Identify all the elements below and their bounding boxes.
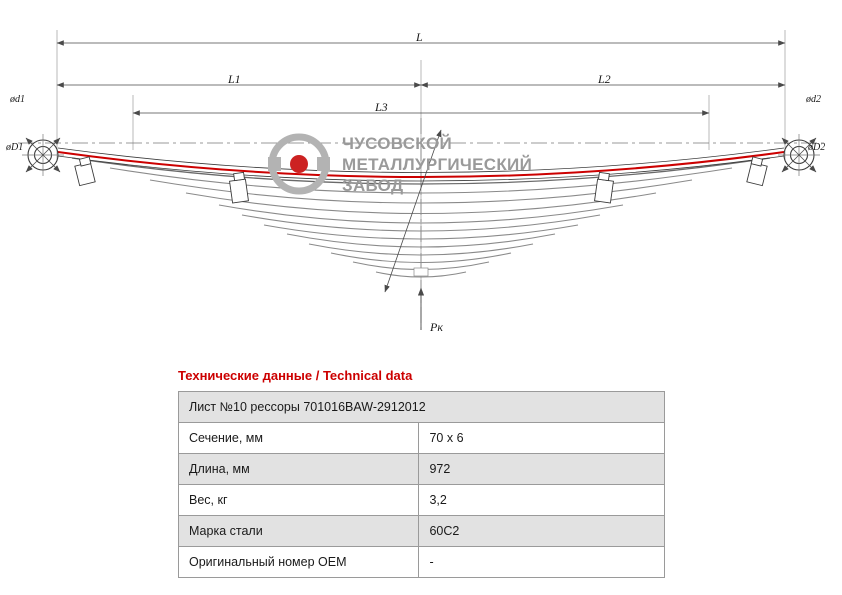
row-label-steel-grade: Марка стали: [179, 516, 419, 547]
watermark-line-2: МЕТАЛЛУРГИЧЕСКИЙ: [342, 154, 533, 174]
diameter-label-d2: ød2: [806, 94, 821, 105]
table-row: [179, 516, 665, 547]
table-row: [179, 454, 665, 485]
watermark-line-3: ЗАВОД: [342, 175, 404, 195]
diameter-label-D1: øD1: [6, 142, 24, 153]
row-value-length: 972: [419, 454, 665, 485]
center-bolt: [414, 268, 428, 276]
row-label-oem: Оригинальный номер ОЕМ: [179, 547, 419, 578]
left-eye: [22, 134, 64, 176]
row-label-weight: Вес, кг: [179, 485, 419, 516]
dimension-label-L1: L1: [228, 72, 241, 86]
row-label-length: Длина, мм: [179, 454, 419, 485]
camber-arrows: [385, 130, 441, 292]
technical-data-table: [178, 391, 665, 578]
diameter-label-d1: ød1: [10, 94, 25, 105]
table-row: [179, 547, 665, 578]
technical-data-block: [178, 368, 665, 578]
technical-data-title: Технические данные / Technical data: [178, 368, 413, 383]
right-eye: [778, 134, 820, 176]
row-value-weight: 3,2: [419, 485, 665, 516]
dimension-label-L3: L3: [375, 100, 388, 114]
table-row: [179, 423, 665, 454]
dimension-label-L: L: [416, 30, 423, 44]
table-row: [179, 485, 665, 516]
watermark-line-1: ЧУСОВСКОЙ: [342, 133, 453, 153]
row-label-section: Сечение, мм: [179, 423, 419, 454]
row-value-steel-grade: 60С2: [419, 516, 665, 547]
dimension-label-L2: L2: [598, 72, 611, 86]
row-value-oem: -: [419, 547, 665, 578]
table-header-cell: Лист №10 рессоры 701016BAW-2912012: [179, 392, 665, 423]
row-value-section: 70 x 6: [419, 423, 665, 454]
diameter-label-D2: øD2: [808, 142, 826, 153]
load-label-Pk: Pк: [430, 320, 443, 334]
table-row-header: [179, 392, 665, 423]
